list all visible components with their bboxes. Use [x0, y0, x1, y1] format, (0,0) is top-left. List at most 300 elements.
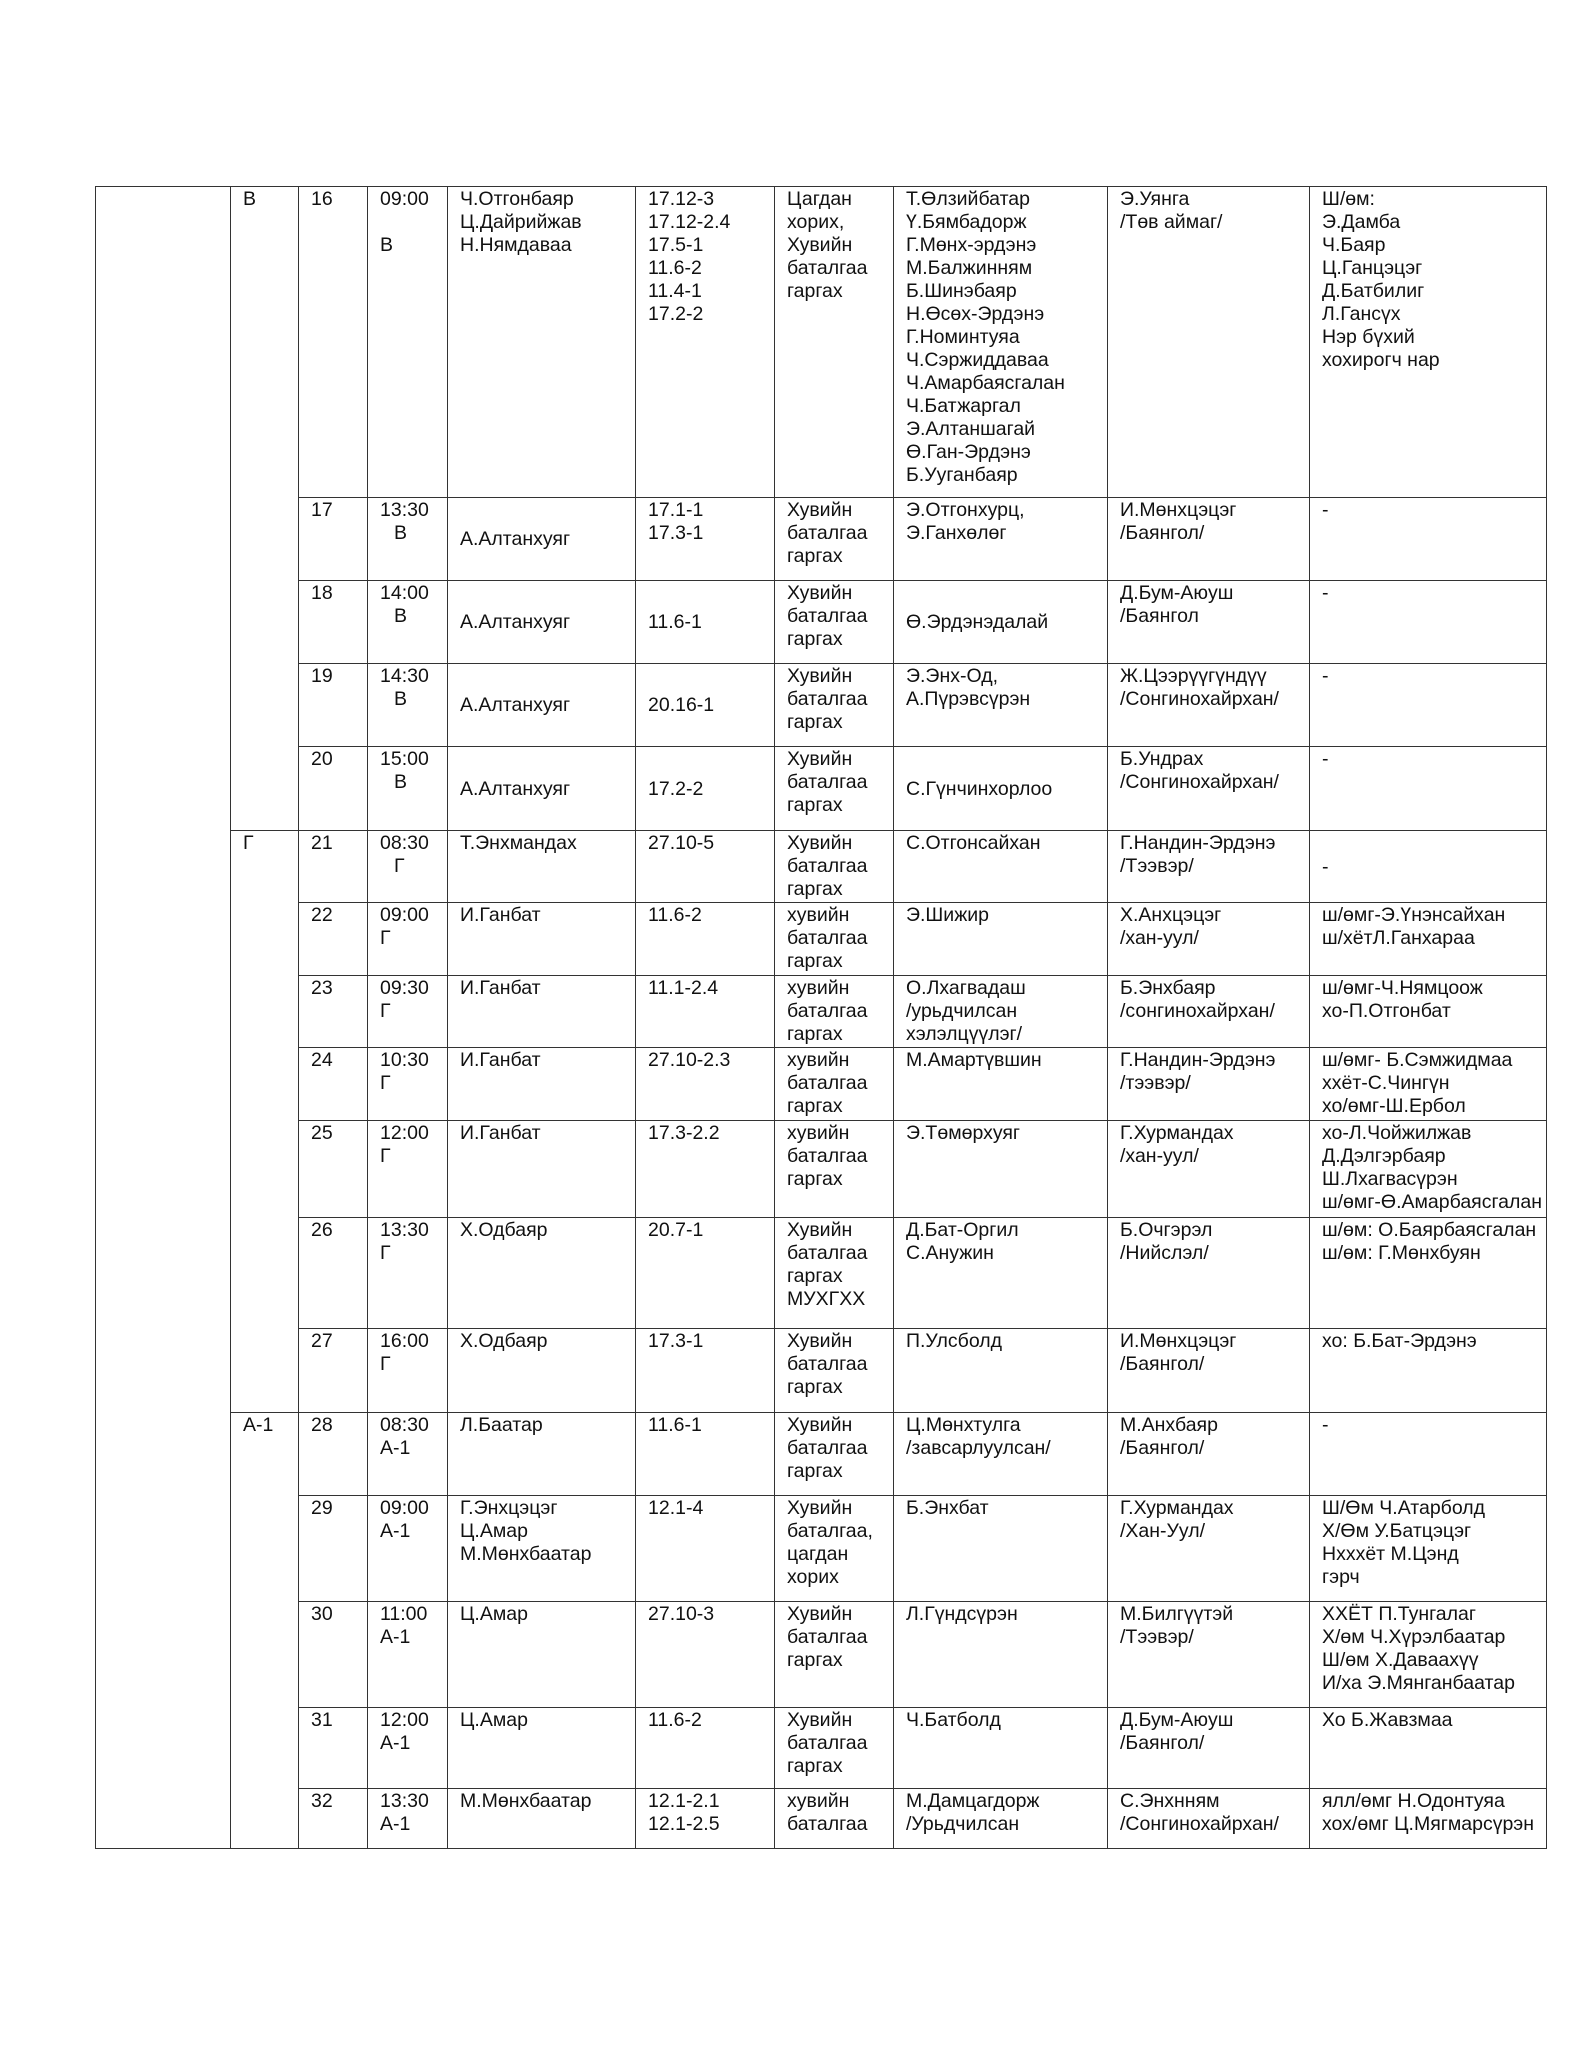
participant-name: ш/хётЛ.Ганхараа: [1322, 927, 1475, 949]
prosecutor-name: /Баянгол/: [1120, 522, 1205, 544]
articles-cell: [636, 976, 775, 1048]
prosecutor-cell: [1108, 1121, 1310, 1218]
prosecutor-name: Г.Хурмандах: [1120, 1122, 1234, 1144]
time-value: 08:30: [380, 832, 429, 854]
action-text: гаргах: [787, 1023, 843, 1045]
action-text: цагдан: [787, 1543, 849, 1565]
judge-name: И.Ганбат: [460, 977, 541, 999]
participants-cell: [1310, 664, 1547, 747]
judge-name: Х.Одбаяр: [460, 1330, 548, 1352]
hearing-time: [368, 1602, 448, 1708]
time-value: 12:00: [380, 1709, 429, 1731]
participant-name: Хо Б.Жавзмаа: [1322, 1709, 1453, 1731]
action-text: хувийн: [787, 977, 850, 999]
prosecutor-cell: [1108, 1413, 1310, 1496]
articles-cell: [636, 1218, 775, 1329]
room-value: А-1: [380, 1520, 411, 1542]
defendants-cell: [894, 903, 1108, 976]
participant-name: Д.Дэлгэрбаяр: [1322, 1145, 1446, 1167]
article-code: 17.12-3: [648, 188, 715, 210]
participants-cell: [1310, 976, 1547, 1048]
prosecutor-cell: [1108, 1602, 1310, 1708]
action-text: баталгаа: [787, 1353, 868, 1375]
article-code: 12.1-2.5: [648, 1813, 720, 1835]
action-text: баталгаа: [787, 605, 868, 627]
schedule-body: [96, 187, 1547, 1849]
participant-name: Л.Гансүх: [1322, 303, 1401, 325]
participants-cell: [1310, 1218, 1547, 1329]
defendants-cell: [894, 1329, 1108, 1413]
room-value: Г: [380, 927, 391, 949]
prosecutor-name: /Баянгол: [1120, 605, 1199, 627]
judge-name: Т.Энхмандах: [460, 832, 577, 854]
defendant-name: Ц.Мөнхтулга: [906, 1414, 1021, 1436]
action-text: Хувийн: [787, 1603, 853, 1625]
hearing-time: [368, 903, 448, 976]
defendants-cell: [894, 1496, 1108, 1602]
judge-name: Л.Баатар: [460, 1414, 543, 1436]
judge-name: И.Ганбат: [460, 904, 541, 926]
article-code: 17.12-2.4: [648, 211, 731, 233]
article-code: 11.4-1: [648, 280, 702, 302]
case-number: 24: [299, 1048, 368, 1121]
hearing-time: [368, 664, 448, 747]
prosecutor-cell: [1108, 1708, 1310, 1789]
defendant-name: Ч.Батболд: [906, 1709, 1001, 1731]
defendants-cell: [894, 831, 1108, 903]
room-value: Г: [380, 1072, 391, 1094]
time-value: 08:30: [380, 1414, 429, 1436]
participant-name: Д.Батбилиг: [1322, 280, 1425, 302]
article-code: 20.16-1: [648, 694, 715, 716]
defendant-name: Э.Отгонхурц,: [906, 499, 1025, 521]
judge-name: И.Ганбат: [460, 1049, 541, 1071]
participant-name: -: [1322, 748, 1329, 770]
defendant-name: Ө.Ган-Эрдэнэ: [906, 441, 1031, 463]
hearing-time: [368, 1789, 448, 1849]
defendant-name: Э.Төмөрхуяг: [906, 1122, 1021, 1144]
blank-merged-cell: [96, 187, 231, 1849]
participants-cell: [1310, 831, 1547, 903]
action-cell: [775, 976, 894, 1048]
participant-name: ш/өм: О.Баярбаясгалан: [1322, 1219, 1537, 1241]
defendant-name: Т.Өлзийбатар: [906, 188, 1030, 210]
judge-name: Ц.Амар: [460, 1520, 528, 1542]
table-row: [96, 1496, 1547, 1602]
prosecutor-cell: [1108, 903, 1310, 976]
case-number: 18: [299, 581, 368, 664]
defendant-name: Ч.Сэржиддаваа: [906, 349, 1049, 371]
table-row: [96, 831, 1547, 903]
time-value: 14:00: [380, 582, 429, 604]
prosecutor-cell: [1108, 1218, 1310, 1329]
action-cell: [775, 581, 894, 664]
article-code: 11.6-2: [648, 257, 702, 279]
action-text: баталгаа: [787, 1732, 868, 1754]
participant-name: Э.Дамба: [1322, 211, 1401, 233]
defendant-name: О.Лхагвадаш: [906, 977, 1026, 999]
action-text: гаргах: [787, 1460, 843, 1482]
defendant-name: Л.Гүндсүрэн: [906, 1603, 1018, 1625]
spacer: [380, 211, 437, 234]
participant-name: ялл/өмг Н.Одонтуяа: [1322, 1790, 1505, 1812]
defendant-name: Д.Бат-Оргил: [906, 1219, 1019, 1241]
action-cell: [775, 903, 894, 976]
prosecutor-name: С.Энхнням: [1120, 1790, 1220, 1812]
defendant-name: Б.Шинэбаяр: [906, 280, 1017, 302]
participants-cell: [1310, 498, 1547, 581]
participant-name: Ш/өм Х.Даваахүү: [1322, 1649, 1479, 1671]
defendant-name: С.Отгонсайхан: [906, 832, 1041, 854]
group-label: В: [231, 187, 299, 831]
prosecutor-name: Ж.Цээрүүгүндүү: [1120, 665, 1267, 687]
participant-name: ш/өмг-Ө.Амарбаясгалан: [1322, 1191, 1543, 1213]
prosecutor-cell: [1108, 664, 1310, 747]
defendants-cell: [894, 1121, 1108, 1218]
action-text: баталгаа: [787, 1145, 868, 1167]
participant-name: Х/өм Ч.Хүрэлбаатар: [1322, 1626, 1506, 1648]
judge-name: М.Мөнхбаатар: [460, 1543, 592, 1565]
participant-name: -: [1322, 582, 1329, 604]
judges-cell: [448, 1789, 636, 1849]
time-value: 13:30: [380, 1790, 429, 1812]
prosecutor-name: /тээвэр/: [1120, 1072, 1191, 1094]
hearing-time: [368, 1048, 448, 1121]
judges-cell: [448, 903, 636, 976]
participant-name: хо-П.Отгонбат: [1322, 1000, 1451, 1022]
action-text: Хувийн: [787, 499, 853, 521]
prosecutor-name: М.Билгүүтэй: [1120, 1603, 1234, 1625]
judge-name: Н.Нямдаваа: [460, 234, 572, 256]
defendant-name: Г.Номинтуяа: [906, 326, 1020, 348]
participants-cell: [1310, 1329, 1547, 1413]
table-row: [96, 1602, 1547, 1708]
action-cell: [775, 1708, 894, 1789]
room-value: А-1: [380, 1626, 411, 1648]
case-number: 16: [299, 187, 368, 498]
room-value: В: [394, 688, 408, 710]
judges-cell: [448, 747, 636, 831]
participant-name: Ш.Лхагвасүрэн: [1322, 1168, 1458, 1190]
article-code: 17.2-2: [648, 303, 704, 325]
action-text: гаргах: [787, 545, 843, 567]
action-text: гаргах: [787, 1755, 843, 1777]
time-value: 09:30: [380, 977, 429, 999]
time-value: 11:00: [380, 1603, 428, 1625]
judges-cell: [448, 1121, 636, 1218]
action-text: баталгаа: [787, 771, 868, 793]
action-text: Хувийн: [787, 665, 853, 687]
participant-name: ХХЁТ П.Тунгалаг: [1322, 1603, 1476, 1625]
table-row: [96, 1708, 1547, 1789]
room-value: Г: [380, 1000, 391, 1022]
table-row: [96, 581, 1547, 664]
prosecutor-name: /Баянгол/: [1120, 1437, 1205, 1459]
action-text: гаргах: [787, 950, 843, 972]
action-text: гаргах: [787, 1168, 843, 1190]
hearing-time: [368, 581, 448, 664]
action-cell: [775, 1602, 894, 1708]
hearing-time: [368, 187, 448, 498]
article-code: 12.1-4: [648, 1497, 704, 1519]
prosecutor-cell: [1108, 1789, 1310, 1849]
participants-cell: [1310, 1602, 1547, 1708]
defendant-name: Н.Өсөх-Эрдэнэ: [906, 303, 1045, 325]
table-row: [96, 1218, 1547, 1329]
article-code: 11.6-1: [648, 611, 702, 633]
action-text: баталгаа: [787, 1000, 868, 1022]
prosecutor-cell: [1108, 187, 1310, 498]
defendant-name: Г.Мөнх-эрдэнэ: [906, 234, 1037, 256]
participant-name: Ш/өм:: [1322, 188, 1375, 210]
articles-cell: [636, 498, 775, 581]
table-row: [96, 976, 1547, 1048]
judges-cell: [448, 187, 636, 498]
table-row: [96, 1329, 1547, 1413]
defendant-name: Б.Ууганбаяр: [906, 464, 1018, 486]
action-text: Хувийн: [787, 1497, 853, 1519]
prosecutor-name: /Сонгинохайрхан/: [1120, 688, 1279, 710]
judge-name: М.Мөнхбаатар: [460, 1790, 592, 1812]
judges-cell: [448, 581, 636, 664]
judge-name: Х.Одбаяр: [460, 1219, 548, 1241]
judges-cell: [448, 664, 636, 747]
defendants-cell: [894, 1602, 1108, 1708]
prosecutor-cell: [1108, 976, 1310, 1048]
defendant-name: Э.Энх-Од,: [906, 665, 998, 687]
time-value: 15:00: [380, 748, 429, 770]
prosecutor-name: Г.Хурмандах: [1120, 1497, 1234, 1519]
defendants-cell: [894, 581, 1108, 664]
action-text: Хувийн: [787, 1414, 853, 1436]
defendant-name: Э.Алтаншагай: [906, 418, 1036, 440]
articles-cell: [636, 903, 775, 976]
time-value: 10:30: [380, 1049, 429, 1071]
articles-cell: [636, 187, 775, 498]
group-label: Г: [231, 831, 299, 1413]
room-value: Г: [380, 1145, 391, 1167]
article-code: 11.6-2: [648, 904, 702, 926]
time-value: 09:00: [380, 1497, 429, 1519]
action-text: баталгаа: [787, 927, 868, 949]
judges-cell: [448, 1048, 636, 1121]
judge-name: Ц.Дайрийжав: [460, 211, 582, 233]
articles-cell: [636, 1496, 775, 1602]
participant-name: гэрч: [1322, 1566, 1360, 1588]
judge-name: Ц.Амар: [460, 1603, 528, 1625]
room-value: В: [394, 522, 408, 544]
defendant-name: С.Гүнчинхорлоо: [906, 777, 1053, 800]
action-text: баталгаа: [787, 1072, 868, 1094]
participant-name: -: [1322, 665, 1329, 687]
action-cell: [775, 1218, 894, 1329]
judges-cell: [448, 1218, 636, 1329]
table-row: [96, 1789, 1547, 1849]
judge-name: А.Алтанхуяг: [460, 528, 571, 550]
action-text: Хувийн: [787, 582, 853, 604]
judge-name: Ц.Амар: [460, 1709, 528, 1731]
defendants-cell: [894, 187, 1108, 498]
time-value: 16:00: [380, 1330, 429, 1352]
defendant-name: М.Балжинням: [906, 257, 1033, 279]
prosecutor-name: Б.Энхбаяр: [1120, 977, 1216, 999]
action-text: баталгаа: [787, 1437, 868, 1459]
participants-cell: [1310, 1048, 1547, 1121]
article-code: 27.10-2.3: [648, 1049, 731, 1071]
prosecutor-name: /Нийслэл/: [1120, 1242, 1209, 1264]
participant-name: -: [1322, 855, 1329, 878]
case-number: 31: [299, 1708, 368, 1789]
room-value: В: [394, 605, 408, 627]
action-cell: [775, 664, 894, 747]
action-text: хувийн: [787, 1790, 850, 1812]
participant-name: ш/өмг-Э.Үнэнсайхан: [1322, 904, 1506, 926]
judges-cell: [448, 1602, 636, 1708]
action-text: хорих: [787, 1566, 839, 1588]
action-text: баталгаа: [787, 855, 868, 877]
action-text: гаргах: [787, 1376, 843, 1398]
action-text: Цагдан: [787, 188, 852, 210]
room-value: А-1: [380, 1437, 411, 1459]
case-number: 32: [299, 1789, 368, 1849]
action-text: Хувийн: [787, 832, 853, 854]
defendant-name: Ү.Бямбадорж: [906, 211, 1027, 233]
judge-name: И.Ганбат: [460, 1122, 541, 1144]
hearing-time: [368, 1413, 448, 1496]
judges-cell: [448, 1413, 636, 1496]
article-code: 20.7-1: [648, 1219, 704, 1241]
case-number: 22: [299, 903, 368, 976]
prosecutor-name: /Сонгинохайрхан/: [1120, 771, 1279, 793]
prosecutor-name: /Тээвэр/: [1120, 1626, 1194, 1648]
judge-name: А.Алтанхуяг: [460, 777, 571, 800]
participant-name: хо-Л.Чойжилжав: [1322, 1122, 1472, 1144]
group-label: А-1: [231, 1413, 299, 1849]
action-text: гаргах: [787, 1095, 843, 1117]
action-text: хувийн: [787, 1122, 850, 1144]
participant-name: Нэр бүхий: [1322, 326, 1415, 348]
action-text: хувийн: [787, 904, 850, 926]
prosecutor-cell: [1108, 1329, 1310, 1413]
prosecutor-name: Б.Очгэрэл: [1120, 1219, 1213, 1241]
action-cell: [775, 1413, 894, 1496]
participants-cell: [1310, 1708, 1547, 1789]
articles-cell: [636, 1329, 775, 1413]
defendant-name: М.Дамцагдорж: [906, 1790, 1040, 1812]
participant-name: ххёт-С.Чингүн: [1322, 1072, 1450, 1094]
prosecutor-name: Г.Нандин-Эрдэнэ: [1120, 1049, 1276, 1071]
participant-name: Ц.Ганцэцэг: [1322, 257, 1423, 279]
defendants-cell: [894, 664, 1108, 747]
action-text: баталгаа,: [787, 1520, 873, 1542]
article-code: 11.6-1: [648, 1414, 702, 1436]
room-value: Г: [380, 1242, 391, 1264]
articles-cell: [636, 1048, 775, 1121]
participant-name: хох/өмг Ц.Мягмарсүрэн: [1322, 1813, 1535, 1835]
judges-cell: [448, 1496, 636, 1602]
prosecutor-name: Э.Уянга: [1120, 188, 1190, 210]
prosecutor-cell: [1108, 747, 1310, 831]
defendant-name: С.Анужин: [906, 1242, 994, 1264]
prosecutor-name: М.Анхбаяр: [1120, 1414, 1218, 1436]
article-code: 27.10-5: [648, 832, 715, 854]
case-number: 27: [299, 1329, 368, 1413]
action-cell: [775, 498, 894, 581]
action-text: баталгаа: [787, 522, 868, 544]
case-number: 17: [299, 498, 368, 581]
participant-name: И/ха Э.Мянганбаатар: [1322, 1672, 1515, 1694]
action-text: гаргах: [787, 1649, 843, 1671]
action-text: гаргах: [787, 711, 843, 733]
table-row: [96, 903, 1547, 976]
prosecutor-name: Б.Ундрах: [1120, 748, 1204, 770]
defendant-name: Б.Энхбат: [906, 1497, 989, 1519]
article-code: 17.3-1: [648, 522, 704, 544]
prosecutor-name: /хан-уул/: [1120, 1145, 1199, 1167]
participants-cell: [1310, 1121, 1547, 1218]
room-value: А-1: [380, 1732, 411, 1754]
action-text: МУХГХХ: [787, 1288, 866, 1310]
prosecutor-name: /Тээвэр/: [1120, 855, 1194, 877]
participants-cell: [1310, 903, 1547, 976]
time-value: 14:30: [380, 665, 429, 687]
prosecutor-name: /хан-уул/: [1120, 927, 1199, 949]
articles-cell: [636, 581, 775, 664]
court-schedule-table: [95, 186, 1547, 1849]
action-cell: [775, 1048, 894, 1121]
articles-cell: [636, 831, 775, 903]
defendants-cell: [894, 1708, 1108, 1789]
hearing-time: [368, 1329, 448, 1413]
article-code: 17.2-2: [648, 777, 704, 800]
action-cell: [775, 1496, 894, 1602]
prosecutor-cell: [1108, 581, 1310, 664]
participant-name: ш/өмг-Ч.Нямцоож: [1322, 977, 1483, 999]
room-value: В: [394, 771, 408, 793]
article-code: 17.1-1: [648, 499, 704, 521]
defendant-name: А.Пүрэвсүрэн: [906, 688, 1031, 710]
time-value: 13:30: [380, 1219, 429, 1241]
participant-name: хо: Б.Бат-Эрдэнэ: [1322, 1330, 1477, 1352]
participants-cell: [1310, 747, 1547, 831]
action-text: гаргах: [787, 1265, 843, 1287]
action-text: Хувийн: [787, 1330, 853, 1352]
participants-cell: [1310, 1413, 1547, 1496]
room-value: Г: [380, 1353, 391, 1375]
hearing-time: [368, 976, 448, 1048]
action-text: хувийн: [787, 1049, 850, 1071]
participant-name: -: [1322, 499, 1329, 521]
participant-name: -: [1322, 1414, 1329, 1436]
articles-cell: [636, 1602, 775, 1708]
defendants-cell: [894, 976, 1108, 1048]
judges-cell: [448, 1329, 636, 1413]
prosecutor-name: И.Мөнхцэцэг: [1120, 499, 1237, 521]
action-cell: [775, 1121, 894, 1218]
hearing-time: [368, 1496, 448, 1602]
articles-cell: [636, 1789, 775, 1849]
defendant-name: хэлэлцүүлэг/: [906, 1023, 1023, 1045]
case-number: 30: [299, 1602, 368, 1708]
prosecutor-name: /Хан-Уул/: [1120, 1520, 1206, 1542]
article-code: 17.5-1: [648, 234, 704, 256]
hearing-time: [368, 1218, 448, 1329]
articles-cell: [636, 1708, 775, 1789]
hearing-time: [368, 498, 448, 581]
judge-name: А.Алтанхуяг: [460, 611, 571, 633]
action-text: баталгаа: [787, 1626, 868, 1648]
case-number: 19: [299, 664, 368, 747]
